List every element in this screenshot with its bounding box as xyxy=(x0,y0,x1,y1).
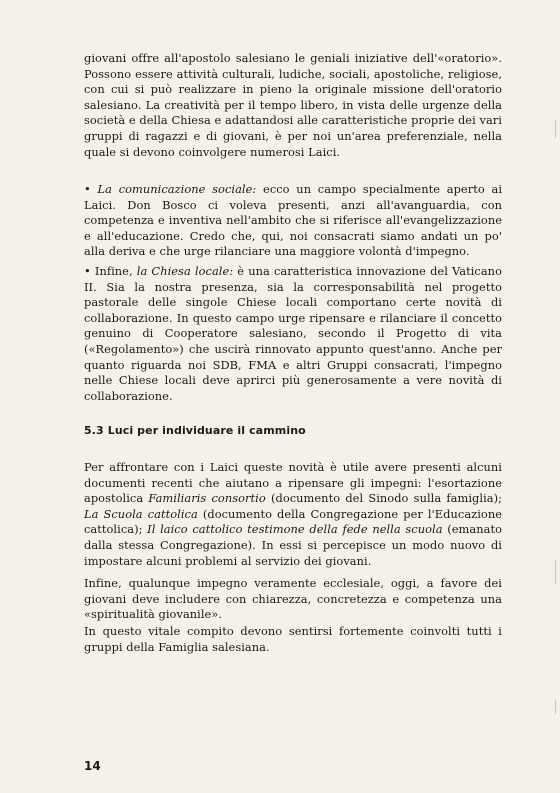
paragraph-local-church xyxy=(84,264,502,404)
paragraph-text: giovani offre all'apostolo salesiano le geniali iniziative dell'«oratorio». Possono essere attività culturali, ludiche, sociali, apostoliche, religiose, con cui si può realizzare in pieno la originale missione dell'oratorio salesiano. La creatività per il tempo libero, in vista delle urgenze della società e della Chiesa e adattandosi alle caratteristiche proprie dei vari gruppi di ragazzi e di giovani, è per noi un'area preferenziale, nella quale si devono coinvolgere numerosi Laici. xyxy=(84,51,502,159)
scan-edge-mark xyxy=(555,120,556,138)
scan-edge-mark xyxy=(555,560,556,584)
document-title: Familiaris consortio xyxy=(148,491,266,506)
paragraph-documents xyxy=(84,460,502,569)
text-run: Per affrontare con i Laici queste novità è utile avere presenti alcuni documenti recenti che aiutano a ripensare gli impegni: l'esortazione apostolica xyxy=(84,460,502,506)
paragraph-text xyxy=(84,460,502,569)
scan-edge-mark xyxy=(555,700,556,714)
paragraph-social-communication xyxy=(84,182,502,260)
paragraph-lead: • Infine, xyxy=(84,264,137,278)
document-title: La Scuola cattolica xyxy=(84,506,198,521)
paragraph-text xyxy=(84,264,502,404)
paragraph-text: Infine, qualunque impegno veramente ecclesiale, oggi, a favore dei giovani deve includere con chiarezza, concretezza e competenza una «spiritualità giovanile». xyxy=(84,576,502,622)
paragraph-body: ecco un campo specialmente aperto ai Laici. Don Bosco ci voleva presenti, anzi all'avanguardia, con competenza e inventiva nell'ambito che si riferisce all'evangelizzazione e all'educazione. Credo che, qui, noi consacrati siamo andati un po' alla deriva e che urge rilanciare una maggiore volontà d'impegno. xyxy=(84,182,503,259)
italic-term: La comunicazione sociale: xyxy=(97,182,257,196)
paragraph-text: In questo vitale compito devono sentirsi fortemente coinvolti tutti i gruppi della Famiglia salesiana. xyxy=(84,624,502,654)
section-heading: 5.3 Luci per individuare il cammino xyxy=(84,424,306,437)
paragraph-spirituality xyxy=(84,576,502,623)
paragraph-family xyxy=(84,624,502,655)
italic-term: la Chiesa locale: xyxy=(136,264,234,278)
text-run: (documento della Congregazione per l'Educazione cattolica); xyxy=(84,506,502,537)
text-run: (emanato dalla stessa Congregazione). In essi si percepisce un modo nuovo di impostare alcuni problemi al servizio dei giovani. xyxy=(84,522,502,568)
bullet: • xyxy=(84,182,91,196)
paragraph-body: è una caratteristica innovazione del Vaticano II. Sia la nostra presenza, sia la corresponsabilità nel progetto pastorale delle singole Chiese locali comportano certe novità di collaborazione. In questo campo urge ripensare e rilanciare il concetto genuino di Cooperatore salesiano, secondo il Progetto di vita («Regolamento») che uscirà rinnovato appunto quest'anno. Anche per quanto riguarda noi SDB, FMA e altri Gruppi consacrati, l'impegno nelle Chiese locali deve aprirci più generosamente a vere novità di collaborazione. xyxy=(84,264,502,403)
paragraph-oratorio xyxy=(84,51,502,160)
paragraph-text xyxy=(84,182,502,260)
page-number: 14 xyxy=(84,759,101,773)
document-title: Il laico cattolico testimone della fede nella scuola xyxy=(147,522,443,537)
text-run: (documento del Sinodo sulla famiglia); xyxy=(265,491,503,506)
